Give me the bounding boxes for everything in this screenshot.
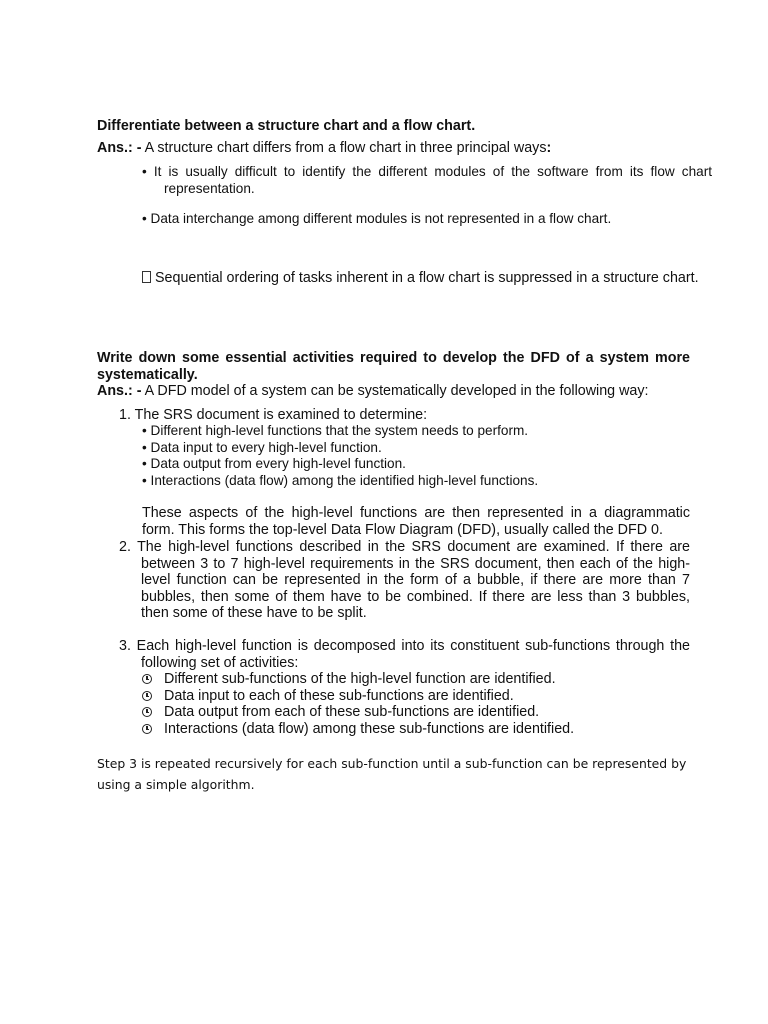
- question-1-heading: [97, 118, 690, 135]
- step-1-item: • Data output from every high-level function.: [142, 456, 406, 471]
- recursion-note: Step 3 is repeated recursively for each sub-function until a sub-function can be represented by using a simple algorithm.: [97, 756, 687, 792]
- question-2-heading-text: Write down some essential activities required to develop the DFD of a system more systematically.: [97, 350, 690, 383]
- missing-glyph-icon: [142, 271, 151, 283]
- clock-icon: [142, 707, 152, 717]
- question-2-answer: [97, 383, 697, 400]
- step-1-item: • Different high-level functions that the system needs to perform.: [142, 423, 529, 438]
- step-3-item: Different sub-functions of the high-level function are identified.: [142, 671, 702, 688]
- q1-bullet-1: • It is usually difficult to identify the different modules of the software from its flow chart representation.: [142, 164, 712, 196]
- answer-colon: :: [546, 140, 552, 156]
- answer-label: Ans.: -: [97, 383, 142, 399]
- question-2-heading: [97, 350, 690, 383]
- answer-intro: A structure chart differs from a flow chart in three principal ways: [141, 140, 547, 156]
- clock-icon: [142, 674, 152, 684]
- step-1-item: • Interactions (data flow) among the identified high-level functions.: [142, 473, 539, 488]
- step-3-item: Data output from each of these sub-functions are identified.: [142, 704, 702, 721]
- step-3: 3. Each high-level function is decomposed into its constituent sub-functions through the following set of activities:: [119, 638, 690, 671]
- step-1: 1. The SRS document is examined to determine:: [119, 407, 428, 423]
- step-3-item: Data input to each of these sub-functions are identified.: [142, 688, 702, 705]
- q1-bullet-2: • Data interchange among different modules is not represented in a flow chart.: [142, 211, 612, 226]
- answer-intro: A DFD model of a system can be systematically developed in the following way:: [141, 383, 649, 399]
- answer-label: Ans.: -: [97, 140, 142, 156]
- step-2: 2. The high-level functions described in the SRS document are examined. If there are between 3 to 7 high-level requirements in the SRS document, then each of the high-level function can be represented in the form of a bubble, if there are more than 7 bubbles, then some of them have to be combined. If there are less than 3 bubbles, then some of these have to be split.: [119, 539, 690, 621]
- step-1-item: • Data input to every high-level function.: [142, 440, 382, 455]
- step-3-item: Interactions (data flow) among these sub-functions are identified.: [142, 721, 702, 738]
- clock-icon: [142, 691, 152, 701]
- q1-bullet-3: Sequential ordering of tasks inherent in a flow chart is suppressed in a structure chart.: [142, 270, 712, 287]
- step-1-paragraph: These aspects of the high-level functions are then represented in a diagrammatic form. This forms the top-level Data Flow Diagram (DFD), usually called the DFD 0.: [142, 505, 690, 538]
- question-1-heading-text: Differentiate between a structure chart and a flow chart.: [97, 118, 476, 134]
- question-1-answer: [97, 140, 697, 157]
- clock-icon: [142, 724, 152, 734]
